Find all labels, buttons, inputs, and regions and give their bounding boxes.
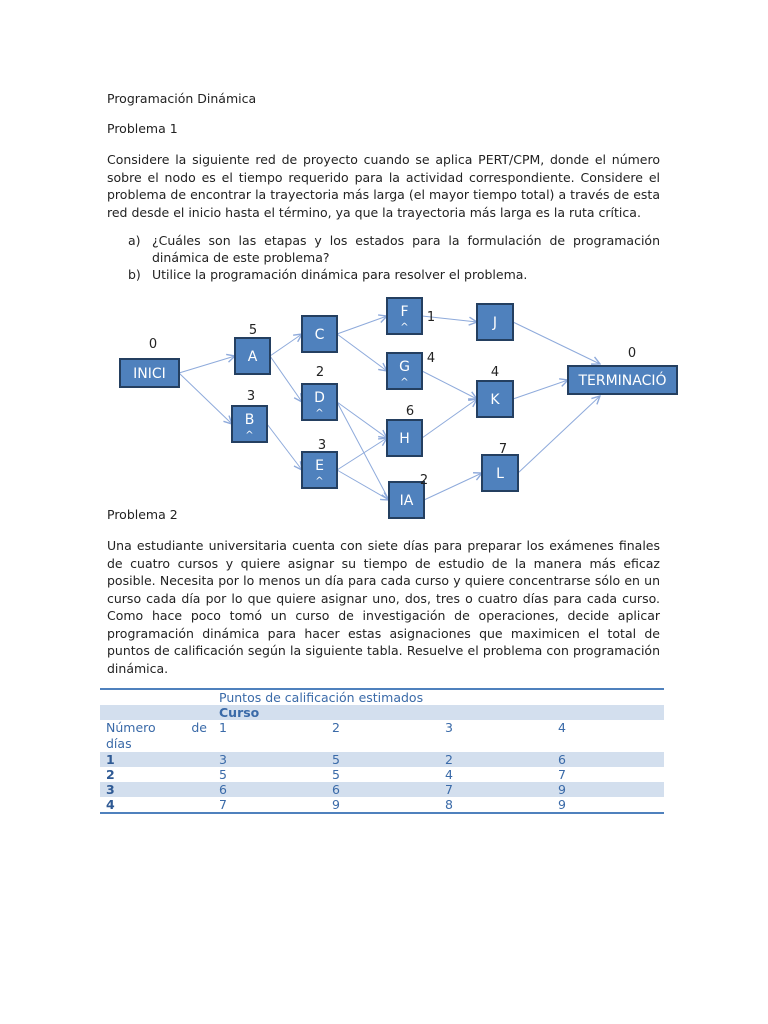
node-b bbox=[232, 389, 267, 442]
node-sub-mark: ^ bbox=[400, 377, 409, 388]
problem1-line: problema de encontrar la trayectoria más larga (el mayor tiempo total) a través de esta bbox=[107, 187, 660, 202]
node-e bbox=[302, 438, 337, 488]
table-cell: 4 bbox=[445, 767, 453, 782]
table-caption-row bbox=[100, 689, 664, 705]
node-term bbox=[568, 346, 677, 394]
column-header: 3 bbox=[445, 720, 453, 735]
node-time-label: 3 bbox=[246, 389, 256, 404]
table-cell: 8 bbox=[439, 797, 552, 813]
row-header-word: días bbox=[106, 736, 132, 751]
table-cell: 6 bbox=[213, 782, 326, 797]
days-cell: 3 bbox=[100, 782, 213, 797]
table-cell: 9 bbox=[552, 782, 664, 797]
problem2-paragraph bbox=[107, 537, 660, 677]
node-time-label: 6 bbox=[405, 404, 415, 419]
problem2-line: posible. Necesita por lo menos un día para cada curso y quiere concentrarse sólo en un bbox=[107, 573, 660, 588]
table-cell: 6 bbox=[326, 782, 439, 797]
table-cell: 6 bbox=[552, 752, 664, 767]
node-d bbox=[302, 365, 337, 420]
table-cell: 7 bbox=[558, 767, 566, 782]
list-item-line: dinámica de este problema? bbox=[152, 250, 330, 265]
table-row bbox=[100, 782, 664, 797]
edge-h-k bbox=[422, 399, 477, 438]
problem2-line: Como hace poco tomó un curso de investigación de operaciones, decide aplicar bbox=[107, 608, 660, 623]
table-row bbox=[100, 767, 664, 782]
table-header-row bbox=[100, 720, 664, 752]
node-time-label: 2 bbox=[315, 365, 325, 380]
node-label: L bbox=[496, 466, 504, 482]
list-item-line: ¿Cuáles son las etapas y los estados para la formulación de programación bbox=[152, 233, 660, 248]
edge-a-c bbox=[270, 334, 302, 356]
node-time-label: 1 bbox=[426, 310, 436, 325]
node-time-label: 4 bbox=[490, 365, 500, 380]
table-row bbox=[100, 752, 664, 767]
node-sub-mark: ^ bbox=[315, 408, 324, 419]
node-label: IA bbox=[399, 493, 414, 509]
node-c bbox=[302, 316, 337, 352]
document-title: Programación Dinámica bbox=[107, 91, 257, 106]
problem1-heading: Problema 1 bbox=[107, 121, 178, 136]
column-header: 2 bbox=[332, 720, 340, 735]
edge-e-h bbox=[337, 438, 387, 470]
node-ia bbox=[389, 473, 428, 518]
edge-ia-l bbox=[424, 473, 482, 500]
table-cell: 5 bbox=[219, 767, 227, 782]
problem2-line: de cuatro cursos y quiere asignar su tiempo de estudio de la manera más eficaz bbox=[107, 555, 660, 571]
node-sub-mark: ^ bbox=[400, 322, 409, 333]
problem2-line: programación dinámica para hacer estas asignaciones que maximicen el total de bbox=[107, 625, 660, 641]
node-time-label: 0 bbox=[627, 346, 637, 361]
node-time-label: 3 bbox=[317, 438, 327, 453]
problem1-line: sobre el nodo es el tiempo requerido para la actividad correspondiente. Considere el bbox=[107, 169, 660, 185]
edge-c-g bbox=[337, 334, 387, 371]
node-a bbox=[235, 323, 270, 374]
days-cell: 4 bbox=[100, 797, 213, 813]
days-cell: 1 bbox=[100, 752, 213, 767]
node-time-label: 0 bbox=[148, 337, 158, 352]
edge-b-e bbox=[267, 424, 302, 470]
problem2-line: puntos de calificación según la siguiente tabla. Resuelve el problema con programación bbox=[107, 643, 660, 658]
table-cell: 7 bbox=[439, 782, 552, 797]
table-cell: 5 bbox=[326, 752, 439, 767]
node-j bbox=[477, 304, 513, 340]
table-cell: 2 bbox=[439, 752, 552, 767]
node-label: INICI bbox=[133, 366, 166, 382]
node-label: C bbox=[314, 327, 325, 343]
table-group-row bbox=[100, 705, 664, 720]
node-label: J bbox=[492, 315, 498, 331]
node-label: B bbox=[244, 412, 255, 428]
column-header: 1 bbox=[219, 720, 227, 735]
node-label: E bbox=[315, 458, 324, 474]
node-label: F bbox=[400, 304, 409, 320]
node-time-label: 2 bbox=[419, 473, 429, 488]
edge-g-k bbox=[422, 371, 477, 399]
node-label: H bbox=[399, 431, 410, 447]
list-item-line: Utilice la programación dinámica para resolver el problema. bbox=[152, 267, 528, 282]
table-cell: 7 bbox=[213, 797, 326, 813]
node-g bbox=[387, 351, 435, 389]
row-header-word: Número bbox=[106, 720, 156, 735]
node-time-label: 4 bbox=[426, 351, 436, 366]
edge-d-h bbox=[337, 402, 387, 438]
node-label: K bbox=[490, 392, 500, 408]
table-cell: 5 bbox=[332, 767, 340, 782]
table-cell: 9 bbox=[552, 797, 664, 813]
row-header-cell bbox=[100, 720, 213, 752]
problem1-line: red desde el inicio hasta el término, ya que la trayectoria más larga es la ruta crítica. bbox=[107, 204, 641, 220]
node-label: TERMINACIÓ bbox=[578, 373, 667, 389]
edge-inici-a bbox=[179, 356, 235, 373]
column-header: 4 bbox=[558, 720, 566, 735]
table-cell: 3 bbox=[213, 752, 326, 767]
problem1-line: Considere la siguiente red de proyecto cuando se aplica PERT/CPM, donde el número bbox=[107, 152, 660, 167]
node-sub-mark: ^ bbox=[315, 476, 324, 487]
node-k bbox=[477, 365, 513, 417]
grade-points-table bbox=[100, 688, 664, 814]
problem2-heading: Problema 2 bbox=[107, 507, 178, 522]
node-label: G bbox=[399, 359, 410, 375]
edge-inici-b bbox=[179, 373, 232, 424]
node-time-label: 7 bbox=[498, 442, 508, 457]
table-group-header: Curso bbox=[213, 705, 664, 720]
node-label: A bbox=[247, 349, 258, 365]
problem2-line: Una estudiante universitaria cuenta con siete días para preparar los exámenes finales bbox=[107, 538, 660, 553]
node-label: D bbox=[314, 390, 325, 406]
edge-j-term bbox=[513, 322, 600, 364]
node-h bbox=[387, 404, 422, 456]
node-sub-mark: ^ bbox=[245, 430, 254, 441]
table-row bbox=[100, 797, 664, 813]
table-caption: Puntos de calificación estimados bbox=[213, 689, 664, 705]
node-l bbox=[482, 442, 518, 491]
node-time-label: 5 bbox=[248, 323, 258, 338]
table-cell: 9 bbox=[326, 797, 439, 813]
list-marker: b) bbox=[128, 267, 141, 282]
node-f bbox=[387, 298, 435, 334]
edge-k-term bbox=[513, 380, 568, 399]
node-inici bbox=[120, 337, 179, 387]
edge-l-term bbox=[518, 396, 600, 473]
list-marker: a) bbox=[128, 233, 141, 248]
row-header-word: de bbox=[191, 720, 207, 735]
problem2-line: dinámica. bbox=[107, 660, 169, 676]
days-cell: 2 bbox=[106, 767, 115, 782]
problem2-line: curso cada día por lo que quiere asignar uno, dos, tres o cuatro días para cada curso. bbox=[107, 590, 660, 606]
edge-a-d bbox=[270, 356, 302, 402]
edge-c-f bbox=[337, 316, 387, 334]
